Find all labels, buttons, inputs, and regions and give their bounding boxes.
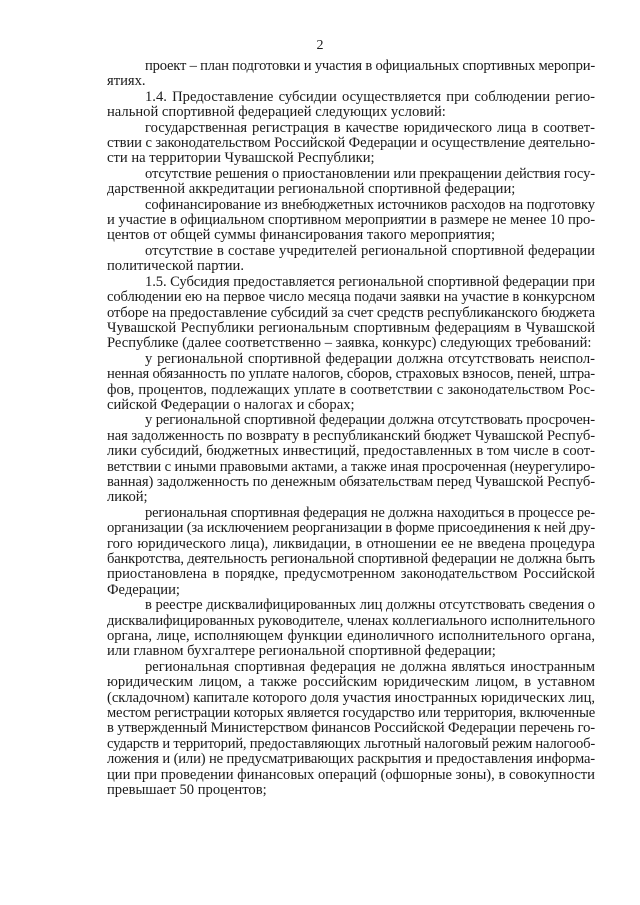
text-line: у региональной спортивной федерации должна отсутствовать неиспол- (145, 350, 595, 367)
text-line: сударств и территорий, предоставляющих льготный налоговый режим налогооб- (107, 735, 595, 752)
paragraph-7 (107, 275, 595, 352)
paragraph-5 (107, 198, 595, 244)
paragraph-9 (107, 413, 595, 505)
text-line: у региональной спортивной федерации должна отсутствовать просрочен- (145, 412, 595, 429)
text-line: (складочном) капитале которого доля участия иностранных юридических лиц, (107, 689, 595, 706)
text-line: ложения и (или) не предусматривающих раскрытия и предоставления информа- (107, 751, 595, 768)
text-line: софинансирование из внебюджетных источников расходов на подготовку (145, 196, 595, 213)
paragraph-10 (107, 506, 595, 598)
text-line: превышает 50 процентов; (107, 782, 267, 799)
text-line: организации (за исключением реорганизации в форме присоединения к ней дру- (107, 520, 595, 537)
paragraph-4 (107, 167, 595, 198)
document-body (107, 59, 595, 799)
text-line: дарственной аккредитации региональной спортивной федерации; (107, 181, 516, 198)
text-line: отсутствие решения о приостановлении или прекращении действия госу- (145, 165, 595, 182)
text-line: региональная спортивная федерация не должна находиться в процессе ре- (145, 504, 595, 521)
text-line: соблюдении ею на первое число месяца подачи заявки на участие в конкурсном (107, 289, 595, 306)
text-line: ятиях. (107, 73, 146, 90)
page-number: 2 (316, 38, 324, 53)
text-line: ванная) задолженность по денежным обязательствам перед Чувашской Респуб- (107, 473, 595, 490)
text-line: Федерации; (107, 581, 180, 598)
text-line: в утвержденный Министерством финансов Российской Федерации перечень го- (107, 720, 595, 737)
paragraph-1 (107, 59, 595, 90)
text-line: нальной спортивной федерацией следующих условий: (107, 104, 446, 121)
text-line: лики субсидий, бюджетных инвестиций, предоставленных в том числе в соот- (107, 443, 595, 460)
text-line: региональная спортивная федерация не должна являться иностранным (145, 658, 595, 675)
text-line: Республике (далее соответственно – заявка, конкурс) следующих требований: (107, 335, 592, 352)
text-line: центов от общей суммы финансирования такого мероприятия; (107, 227, 495, 244)
text-line: сти на территории Чувашской Республики; (107, 150, 375, 167)
text-line: 1.4. Предоставление субсидии осуществляется при соблюдении регио- (145, 88, 595, 105)
text-line: и участие в официальном спортивном мероприятии в размере не менее 10 про- (107, 212, 595, 229)
text-line: ствии с законодательством Российской Федерации и осуществление деятельно- (107, 135, 595, 152)
text-line: государственная регистрация в качестве юридического лица в соответ- (145, 119, 595, 136)
text-line: банкротства, деятельность региональной спортивной федерации не должна быть (107, 551, 595, 567)
text-line: дисквалифицированных руководителе, членах коллегиального исполнительного (107, 612, 595, 629)
paragraph-6 (107, 244, 595, 275)
text-line: отборе на предоставление субсидий за счет средств республиканского бюджета (107, 304, 595, 321)
text-line: или главном бухгалтере региональной спортивной федерации; (107, 643, 496, 660)
text-line: гого юридического лица), ликвидации, в отношении ее не введена процедура (107, 535, 595, 552)
text-line: сийской Федерации о налогах и сборах; (107, 396, 355, 413)
text-line: ции при проведении финансовых операций (офшорные зоны), в совокупности (107, 766, 595, 783)
paragraph-11 (107, 598, 595, 660)
paragraph-3 (107, 121, 595, 167)
text-line: приостановлена в порядке, предусмотренном законодательством Российской (107, 566, 595, 583)
paragraph-8 (107, 352, 595, 414)
paragraph-12 (107, 660, 595, 799)
text-line: отсутствие в составе учредителей региональной спортивной федерации (145, 242, 595, 259)
text-line: ная задолженность по возврату в республиканский бюджет Чувашской Респуб- (107, 427, 595, 444)
text-line: в реестре дисквалифицированных лиц должны отсутствовать сведения о (145, 597, 595, 614)
text-line: политической партии. (107, 258, 244, 275)
text-line: ликой; (107, 489, 148, 506)
text-line: Чувашской Республики региональным спортивным федерациям в Чувашской (107, 319, 595, 336)
text-line: органа, лице, исполняющем функции единоличного исполнительного органа, (107, 628, 595, 645)
text-line: фов, процентов, подлежащих уплате в соответствии с законодательством Рос- (107, 381, 595, 398)
text-line: проект – план подготовки и участия в официальных спортивных меропри- (145, 58, 595, 74)
text-line: 1.5. Субсидия предоставляется региональной спортивной федерации при (145, 273, 595, 290)
text-line: ненная обязанность по уплате налогов, сборов, страховых взносов, пеней, штра- (107, 366, 595, 383)
text-line: юридическим лицом, а также российским юридическим лицом, в уставном (107, 674, 595, 691)
text-line: ветствии с иными правовыми актами, а также иная просроченная (неурегулиро- (107, 458, 595, 475)
text-line: местом регистрации которых является государство или территория, включенные (107, 705, 595, 722)
paragraph-2 (107, 90, 595, 121)
